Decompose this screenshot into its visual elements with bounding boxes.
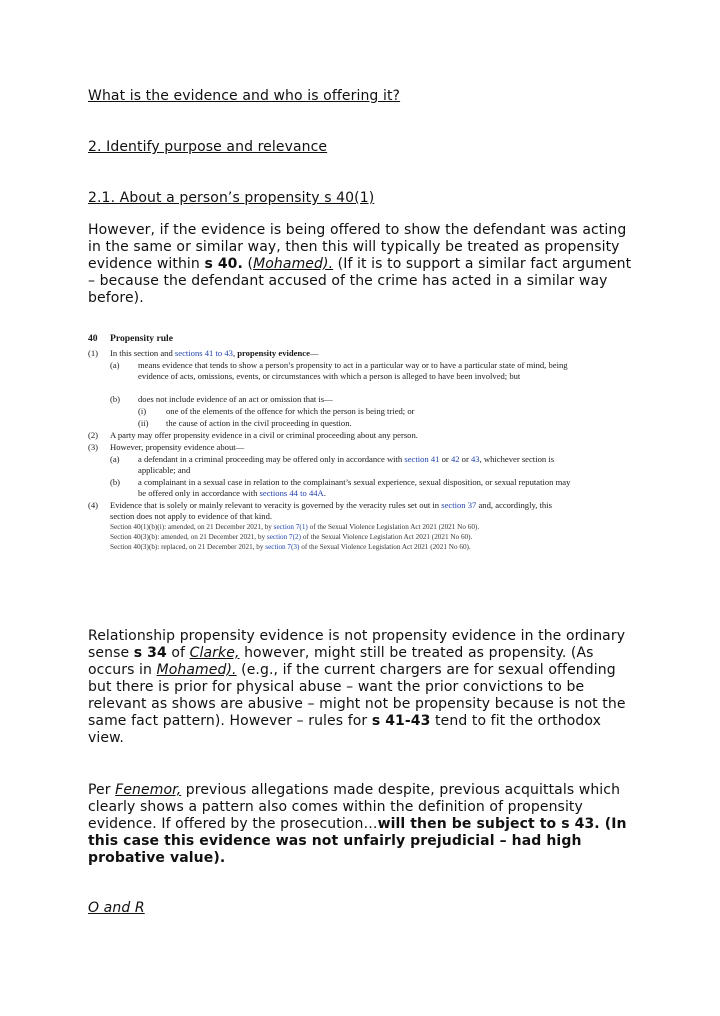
paragraph-propensity-intro [88, 222, 636, 307]
text: or [439, 454, 451, 464]
section-link[interactable]: sections 44 to 44A [259, 487, 324, 498]
section-link[interactable]: section 7(1) [273, 523, 308, 531]
section-link[interactable]: 42 [450, 454, 460, 464]
case-name: Mohamed). [156, 662, 237, 678]
text: Section 40(3)(b): amended, on 21 December 2021, by [110, 533, 267, 541]
subsection-1 [88, 348, 636, 360]
section-link[interactable]: section 7(3) [265, 543, 300, 551]
case-name: Clarke, [189, 645, 240, 661]
paragraph-fenemor [88, 782, 636, 867]
subparagraph-ii [88, 418, 636, 430]
text: Relationship propensity evidence is not propensity evidence in the ordinary sense [88, 628, 626, 661]
text: a defendant in a criminal proceeding may be offered only in accordance with [138, 454, 405, 464]
subsection-number: (1) [88, 348, 99, 358]
text: In this section and [110, 348, 175, 358]
paragraph-label: (a) [110, 360, 120, 370]
case-name: Mohamed). [253, 256, 334, 272]
text: Section 40(1)(b)(i): amended, on 21 December 2021, by [110, 523, 274, 531]
paragraph-b [88, 394, 636, 406]
text: a complainant in a sexual case in relation to the complainant’s sexual experience, sexual disposition, or sexual reputation may be offered only in accordance with [138, 477, 571, 498]
text: , [232, 348, 238, 358]
text: tend to fit the orthodox view. [88, 713, 602, 746]
text: However, if the evidence is being offered to show the defendant was acting in the same or similar way, then this will typically be treated as propensity evidence within [88, 222, 627, 272]
subsection-text: A party may offer propensity evidence in a civil or criminal proceeding about any person. [110, 430, 418, 440]
subparagraph-text: the cause of action in the civil proceeding in question. [166, 418, 352, 428]
section-link[interactable]: section 7(2) [266, 533, 302, 541]
text: , whichever section is applicable; and [138, 454, 555, 475]
text: — [309, 348, 319, 358]
text: of the Sexual Violence Legislation Act 2021 (2021 No 60). [301, 533, 473, 541]
section-link[interactable]: sections 41 to 43 [174, 348, 233, 358]
subsection-4 [88, 500, 636, 523]
text: of [166, 645, 190, 661]
section-link[interactable]: section 37 [441, 500, 477, 510]
history-note-3 [88, 543, 636, 553]
subparagraph-i [88, 406, 636, 418]
subparagraph-label: (ii) [138, 418, 149, 428]
section-ref: s 34 [133, 645, 167, 661]
text: Section 40(3)(b): replaced, on 21 December 2021, by [110, 543, 266, 551]
text: previous allegations made despite, previous acquittals which clearly shows a pattern also comes within the definition of propensity evidence. If offered by the prosecution… [88, 782, 621, 832]
paragraph-text: does not include evidence of an act or omission that is— [138, 394, 333, 404]
defined-term: propensity evidence [237, 348, 310, 358]
text: or [459, 454, 471, 464]
subsection-number: (2) [88, 430, 99, 440]
paragraph-label: (b) [110, 477, 121, 487]
text: however, might still be treated as propensity. (As occurs in [88, 645, 594, 678]
subsection-number: (3) [88, 442, 99, 452]
paragraph-3a [88, 454, 636, 477]
paragraph-text: means evidence that tends to show a person’s propensity to act in a particular way or to have a particular state of mind, being evidence of acts, omissions, events, or circumstances with which a person is alleged to have been involved; but [138, 360, 568, 381]
text: Evidence that is solely or mainly relevant to veracity is governed by the veracity rules set out in [110, 500, 442, 510]
text: . [323, 487, 326, 498]
text: of the Sexual Violence Legislation Act 2021 (2021 No 60). [307, 523, 480, 531]
subparagraph-label: (i) [138, 406, 147, 416]
legislation-title-row [88, 334, 636, 348]
paragraph-label: (a) [110, 454, 120, 464]
text: ( [242, 256, 254, 272]
paragraph-a [88, 360, 636, 394]
heading-evidence-question: What is the evidence and who is offering it? [88, 88, 401, 104]
history-note-1 [88, 523, 636, 533]
section-ref: s 40. [204, 256, 243, 272]
section-number: 40 [88, 333, 98, 344]
paragraph-3b [88, 477, 636, 500]
text: of the Sexual Violence Legislation Act 2021 (2021 No 60). [299, 543, 471, 551]
case-name: Fenemor, [115, 782, 182, 798]
section-link[interactable]: 43 [471, 454, 480, 464]
text: (e.g., if the current chargers are for sexual offending but there is prior for physical abuse – want the prior convictions to be relevant as shows are abusive – might not be propensity because is not the same fact pattern). However – rules for [88, 662, 626, 729]
text: and, accordingly, this section does not apply to evidence of that kind. [110, 500, 552, 521]
subsection-3 [88, 442, 636, 454]
subsection-2 [88, 430, 636, 442]
subsection-text: However, propensity evidence about— [110, 442, 245, 452]
section-link[interactable]: section 41 [404, 454, 440, 464]
text: Per [88, 782, 116, 798]
heading-purpose-relevance: 2. Identify purpose and relevance [88, 139, 328, 155]
legislation-excerpt [88, 334, 636, 553]
bold-text: will then be subject to s 43. (In this case this evidence was not unfairly prejudicial – had high probative value). [88, 816, 627, 866]
section-title: Propensity rule [110, 333, 173, 344]
heading-o-and-r: O and R [88, 900, 145, 916]
paragraph-label: (b) [110, 394, 121, 404]
text: (If it is to support a similar fact argument – because the defendant accused of the crime has acted in a similar way before). [88, 256, 632, 306]
subsection-number: (4) [88, 500, 99, 510]
heading-propensity: 2.1. About a person’s propensity s 40(1) [88, 190, 375, 206]
subparagraph-text: one of the elements of the offence for which the person is being tried; or [166, 406, 415, 416]
paragraph-relationship-propensity [88, 628, 636, 747]
section-ref: s 41-43 [371, 713, 431, 729]
history-note-2 [88, 533, 636, 543]
